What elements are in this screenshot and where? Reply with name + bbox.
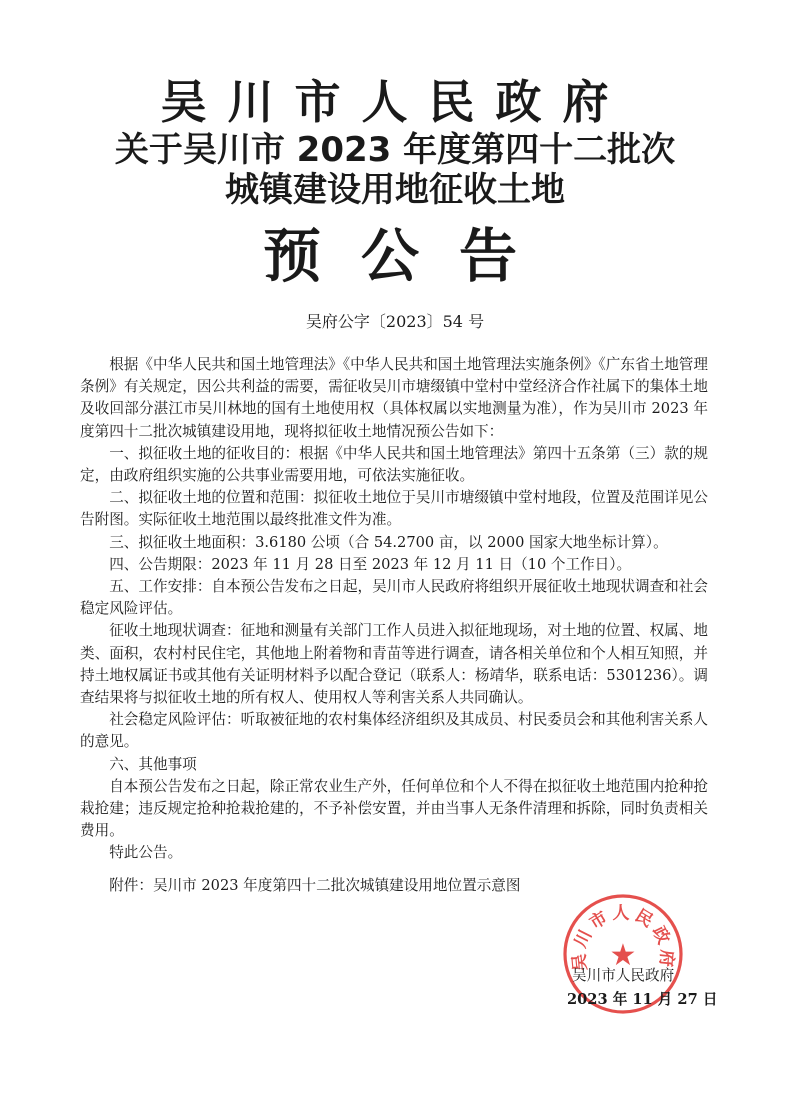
paragraph: 根据《中华人民共和国土地管理法》《中华人民共和国土地管理法实施条例》《广东省土地管理条例》有关规定，因公共利益的需要，需征收吴川市塘缀镇中堂村中堂经济合作社属下的集体土地及收回部分湛江市吴川林地的国有土地使用权（具体权属以实地测量为准），作为吴川市 2023 年度第四十二批次城镇建设用地，现将拟征收土地情况预公告如下： <box>80 356 708 440</box>
title-line-3: 城镇建设用地征收土地 <box>225 170 565 210</box>
paragraph: 四、公告期限：2023 年 11 月 28 日至 2023 年 12 月 11 日（10 个工作日）。 <box>109 555 632 573</box>
paragraph: 一、拟征收土地的征收目的：根据《中华人民共和国土地管理法》第四十五条第（三）款的规定，由政府组织实施的公共事业需要用地，可依法实施征收。 <box>80 444 708 485</box>
signature-organization: 吴川市人民政府 <box>572 967 675 984</box>
signature-date: 2023 年 11 月 27 日 <box>567 991 718 1008</box>
paragraph: 征收土地现状调查：征地和测量有关部门工作人员进入拟征地现场，对土地的位置、权属、地类、面积，农村村民住宅，其他地上附着物和青苗等进行调查，请各相关单位和个人相互知照，并持土地权属证书或其他有关证明材料予以配合登记（联系人：杨靖华，联系电话：5301236）。调查结果将与拟征收土地的所有权人、使用权人等利害关系人共同确认。 <box>80 622 708 707</box>
attachment-note: 附件：吴川市 2023 年度第四十二批次城镇建设用地位置示意图 <box>109 877 521 894</box>
document-body <box>80 354 708 865</box>
title-line-2: 关于吴川市 2023 年度第四十二批次 <box>114 130 676 170</box>
title-line-4: 预公告 <box>262 222 557 290</box>
document-number: 吴府公字〔2023〕54 号 <box>305 312 485 331</box>
paragraph: 二、拟征收土地的位置和范围：拟征收土地位于吴川市塘缀镇中堂村地段，位置及范围详见公告附图。实际征收土地范围以最终批准文件为准。 <box>80 489 708 529</box>
paragraph: 自本预公告发布之日起，除正常农业生产外，任何单位和个人不得在拟征收土地范围内抢种抢栽抢建；违反规定抢种抢栽抢建的，不予补偿安置，并由当事人无条件清理和拆除，同时负责相关费用。 <box>80 777 708 840</box>
paragraph: 三、拟征收土地面积：3.6180 公顷（合 54.2700 亩，以 2000 国家大地坐标计算）。 <box>109 533 668 551</box>
seal-text: 吴川市人民政府 <box>569 903 677 972</box>
paragraph: 六、其他事项 <box>109 755 197 773</box>
paragraph: 社会稳定风险评估：听取被征地的农村集体经济组织及其成员、村民委员会和其他利害关系人的意见。 <box>80 711 708 751</box>
paragraph: 特此公告。 <box>109 844 183 862</box>
seal-star: ★ <box>609 938 637 973</box>
title-line-1: 吴川市人民政府 <box>160 75 630 129</box>
paragraph: 五、工作安排：自本预公告发布之日起，吴川市人民政府将组织开展征收土地现状调查和社会稳定风险评估。 <box>80 578 708 618</box>
